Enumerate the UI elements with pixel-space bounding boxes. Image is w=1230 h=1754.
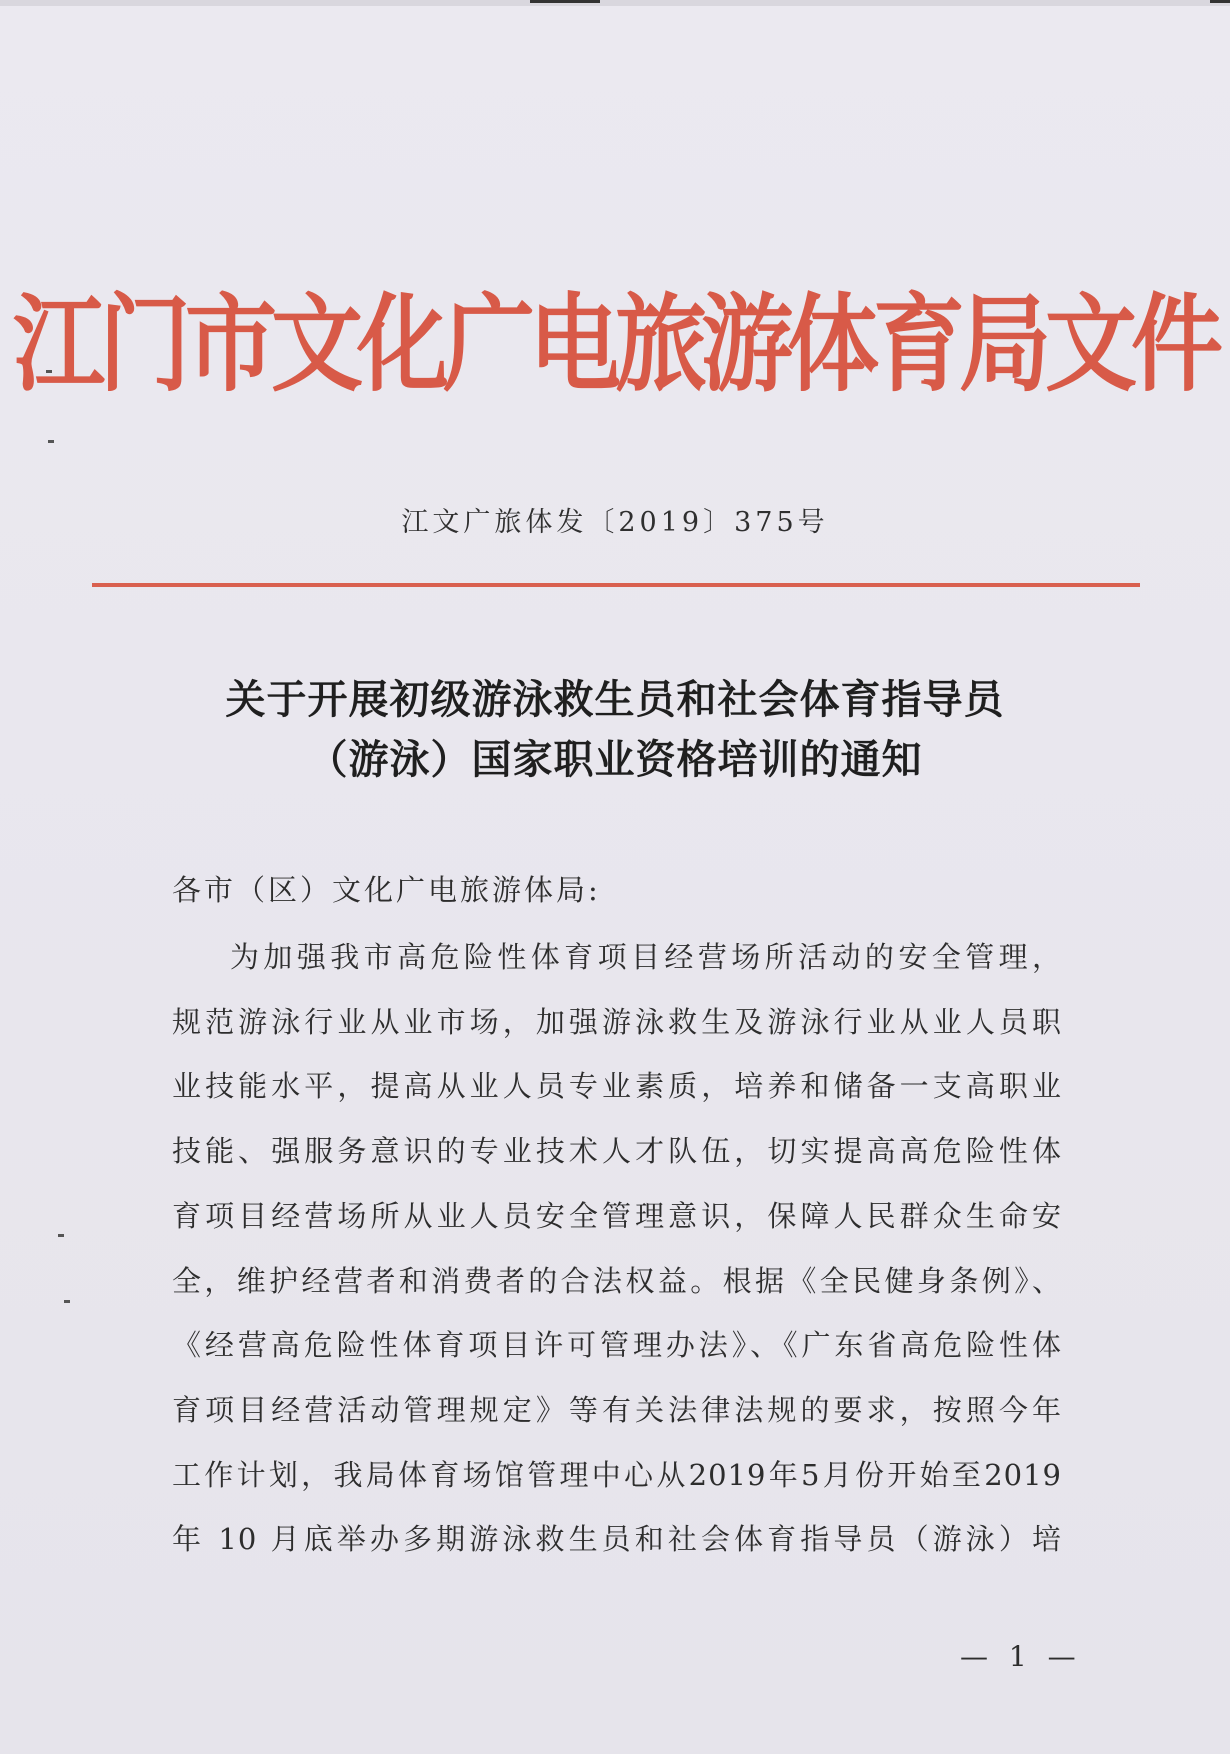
body-line: 工作计划，我局体育场馆管理中心从2019年5月份开始至2019 — [172, 1457, 1062, 1492]
body-line: 规范游泳行业从业市场，加强游泳救生及游泳行业从业人员职 — [172, 1004, 1062, 1039]
body-line: 育项目经营活动管理规定》等有关法律法规的要求，按照今年 — [172, 1392, 1062, 1427]
binding-hole-mark — [64, 1300, 70, 1303]
scan-top-edge — [0, 0, 1230, 6]
scan-mark — [1210, 0, 1230, 3]
body-line: 技能、强服务意识的专业技术人才队伍，切实提高高危险性体 — [172, 1134, 1062, 1169]
notice-title-line-2: （游泳）国家职业资格培训的通知 — [307, 737, 923, 783]
body-line: 全，维护经营者和消费者的合法权益。根据《全民健身条例》、 — [172, 1263, 1062, 1298]
page-number: — 1 — — [960, 1640, 1082, 1673]
binding-hole-mark — [48, 440, 54, 443]
scan-mark — [530, 0, 600, 3]
body-line: 育项目经营场所从业人员安全管理意识，保障人民群众生命安 — [172, 1198, 1062, 1233]
notice-title — [0, 670, 1230, 790]
body-line: 业技能水平，提高从业人员专业素质，培养和储备一支高职业 — [172, 1069, 1062, 1104]
issuing-authority-header: 江门市文化广电旅游体育局文件 — [12, 281, 1217, 407]
document-number: 江文广旅体发〔2019〕375号 — [401, 507, 829, 538]
header-red-divider — [92, 583, 1140, 587]
binding-hole-mark — [58, 1234, 64, 1237]
addressee: 各市（区）文化广电旅游体局: — [172, 873, 601, 907]
body-paragraph — [172, 925, 1062, 1572]
notice-title-line-1: 关于开展初级游泳救生员和社会体育指导员 — [225, 677, 1005, 723]
body-line: 为加强我市高危险性体育项目经营场所活动的安全管理， — [230, 940, 1062, 974]
body-line: 年 10 月底举办多期游泳救生员和社会体育指导员（游泳）培 — [172, 1522, 1062, 1557]
body-line: 《经营高危险性体育项目许可管理办法》、《广东省高危险性体 — [172, 1328, 1062, 1363]
